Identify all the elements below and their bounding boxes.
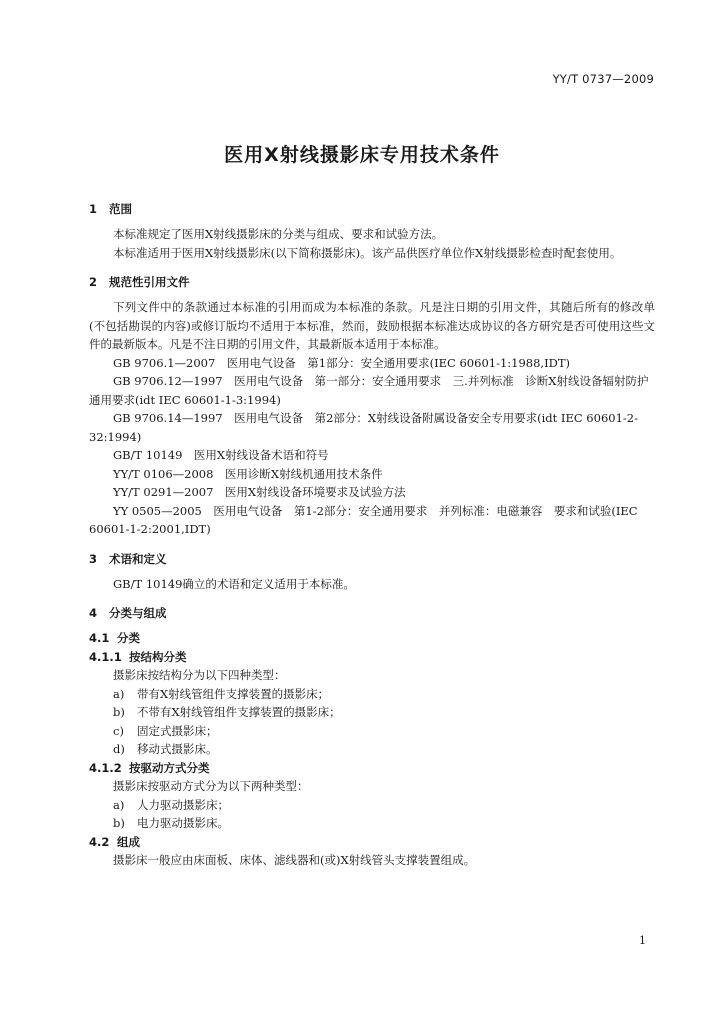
paragraph: GB/T 10149确立的术语和定义适用于本标准。 — [113, 576, 355, 591]
paragraph: 本标准适用于医用X射线摄影床(以下简称摄影床)。该产品供医疗单位作X射线摄影检查时配套使用。 — [113, 245, 622, 260]
paragraph: 下列文件中的条款通过本标准的引用而成为本标准的条款。凡是注日期的引用文件，其随后所有的修改单(不包括勘误的内容)或修订版均不适用于本标准，然而，鼓励根据本标准达成协议的各方研究是否可使用这些文件的最新版本。凡是不注日期的引用文件，其最新版本适用于本标准。 — [89, 300, 655, 351]
section-title: 术语和定义 — [109, 551, 167, 566]
reference-item: GB 9706.12—1997 医用电气设备 第一部分：安全通用要求 三.并列标准 诊断X射线设备辐射防护通用要求(idt IEC 60601-1-3:1994) — [89, 374, 649, 407]
section-title: 规范性引用文件 — [109, 275, 190, 289]
subsection-title: 分类 — [117, 631, 140, 645]
list-text: 带有X射线管组件支撑装置的摄影床； — [137, 686, 330, 701]
list-text: 电力驱动摄影床。 — [137, 816, 229, 830]
list-marker: c) — [113, 723, 124, 738]
section-number: 4 — [89, 606, 98, 620]
subsection-4-1-2-heading — [89, 759, 655, 778]
paragraph: 摄影床按驱动方式分为以下两种类型： — [113, 779, 309, 793]
list-marker: d) — [113, 742, 125, 756]
list-text: 固定式摄影床； — [137, 723, 218, 738]
subsection-number: 4.1.2 — [89, 760, 122, 775]
subsection-number: 4.2 — [89, 834, 110, 849]
paragraph: 本标准规定了医用X射线摄影床的分类与组成、要求和试验方法。 — [113, 227, 444, 241]
reference-item: GB 9706.1—2007 医用电气设备 第1部分：安全通用要求(IEC 60601-1:1988,IDT) — [113, 355, 570, 370]
subsection-title: 按结构分类 — [129, 649, 187, 664]
subsection-4-1-1-heading — [89, 648, 655, 667]
paragraph: 摄影床按结构分为以下四种类型： — [113, 668, 286, 682]
subsection-number: 4.1.1 — [89, 649, 122, 664]
list-text: 不带有X射线管组件支撑装置的摄影床； — [137, 705, 341, 719]
section-number: 3 — [89, 551, 98, 566]
reference-item: YY/T 0106—2008 医用诊断X射线机通用技术条件 — [113, 466, 383, 481]
list-text: 人力驱动摄影床； — [137, 797, 229, 812]
list-item — [89, 740, 655, 759]
subsection-number: 4.1 — [89, 631, 110, 645]
reference-item: YY/T 0291—2007 医用X射线设备环境要求及试验方法 — [113, 485, 406, 499]
subsection-4-2-heading — [89, 833, 655, 852]
page-number: 1 — [639, 934, 646, 947]
section-title: 范围 — [109, 202, 132, 216]
section-3-heading — [89, 549, 655, 569]
section-4-heading — [89, 603, 655, 623]
list-item — [89, 703, 655, 722]
list-marker: a) — [113, 797, 125, 812]
list-marker: a) — [113, 686, 125, 701]
reference-item: GB 9706.14—1997 医用电气设备 第2部分：X射线设备附属设备安全专用要求(idt IEC 60601-2-32:1994) — [89, 411, 638, 444]
reference-item: GB/T 10149 医用X射线设备术语和符号 — [113, 448, 329, 462]
standard-code: YY/T 0737—2009 — [552, 72, 654, 86]
subsection-title: 按驱动方式分类 — [129, 760, 210, 775]
section-1-heading — [89, 199, 655, 219]
subsection-title: 组成 — [117, 834, 140, 849]
list-item — [89, 685, 655, 704]
list-item — [89, 814, 655, 833]
subsection-4-1-heading — [89, 629, 655, 648]
document-title: 医用X射线摄影床专用技术条件 — [224, 144, 500, 166]
reference-item: YY 0505—2005 医用电气设备 第1-2部分：安全通用要求 并列标准：电磁兼容 要求和试验(IEC 60601-1-2:2001,IDT) — [89, 503, 638, 536]
document-body — [89, 199, 655, 870]
list-text: 移动式摄影床。 — [137, 742, 218, 756]
section-number: 1 — [89, 202, 98, 216]
list-item — [89, 722, 655, 741]
paragraph: 摄影床一般应由床面板、床体、滤线器和(或)X射线管头支撑装置组成。 — [113, 853, 476, 867]
list-item — [89, 796, 655, 815]
list-marker: b) — [113, 705, 125, 719]
section-number: 2 — [89, 275, 98, 289]
section-2-heading — [89, 272, 655, 292]
list-marker: b) — [113, 816, 125, 830]
section-title: 分类与组成 — [109, 606, 167, 620]
